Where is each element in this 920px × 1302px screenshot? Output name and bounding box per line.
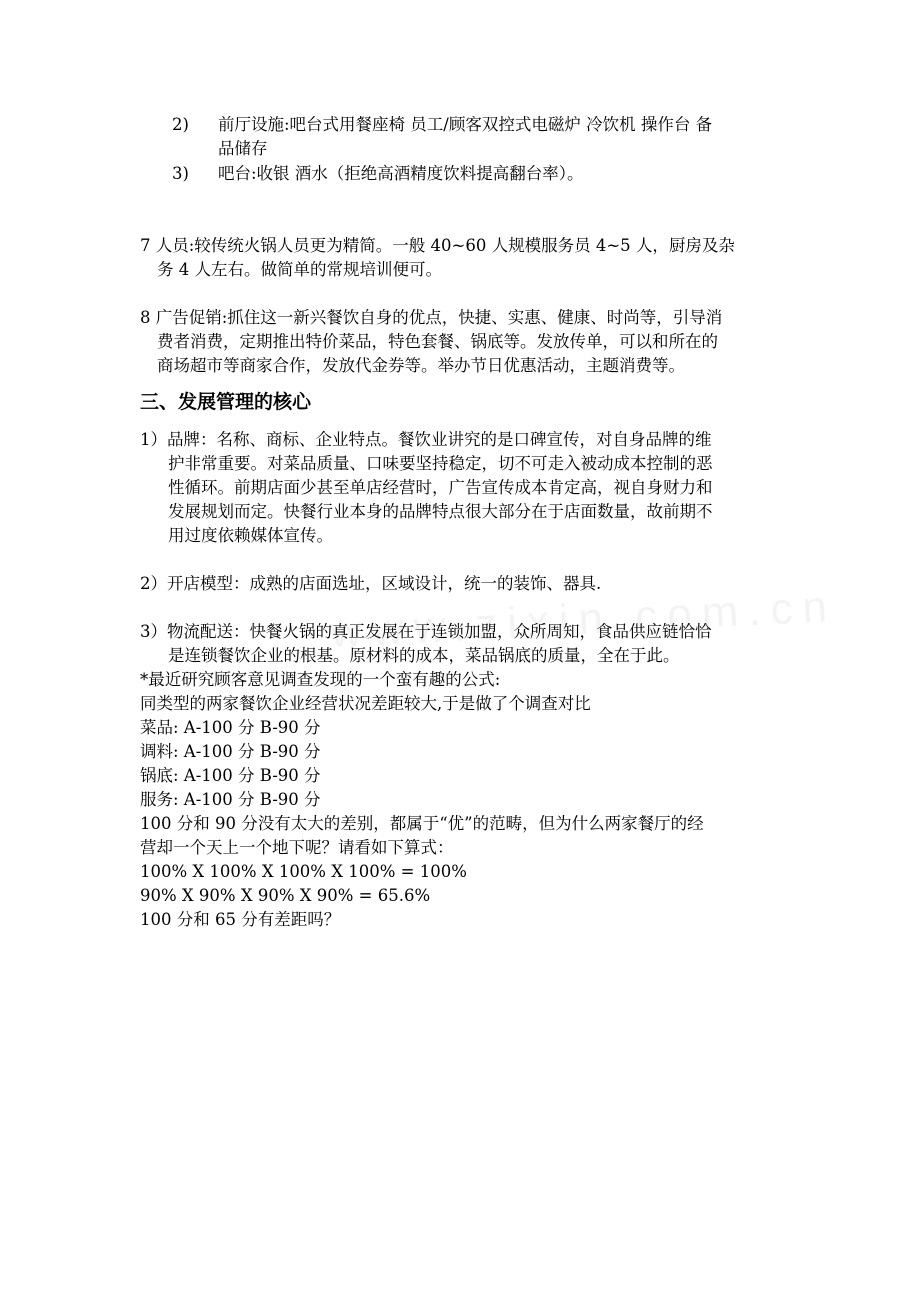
score-dishes: 菜品: A-100 分 B-90 分: [140, 718, 321, 737]
formula-b: 90% X 90% X 90% X 90% = 65.6%: [140, 886, 431, 905]
score-seasoning: 调料: A-100 分 B-90 分: [140, 742, 321, 761]
brand-line1: 1）品牌：名称、商标、企业特点。餐饮业讲究的是口碑宣传，对自身品牌的维: [140, 430, 712, 449]
model-line1: 2）开店模型：成熟的店面选址，区域设计，统一的装饰、器具.: [140, 574, 602, 593]
ads-line3: 商场超市等商家合作，发放代金券等。举办节日优惠活动，主题消费等。: [157, 356, 685, 375]
survey-closing: 100 分和 65 分有差距吗？: [140, 910, 341, 929]
ads-line2: 费者消费，定期推出特价菜品，特色套餐、锅底等。发放传单，可以和所在的: [157, 332, 718, 351]
brand-line3: 性循环。前期店面少甚至单店经营时，广告宣传成本肯定高，视自身财力和: [168, 478, 713, 497]
logistics-line2: 是连锁餐饮企业的根基。原材料的成本，菜品锅底的质量，全在于此。: [168, 646, 680, 665]
brand-line2: 护非常重要。对菜品质量、口味要坚持稳定，切不可走入被动成本控制的恶: [168, 454, 713, 473]
facilities-item2-line2: 品储存: [218, 139, 268, 158]
survey-compare: 同类型的两家餐饮企业经营状况差距较大,于是做了个调查对比: [140, 694, 591, 713]
score-broth: 锅底: A-100 分 B-90 分: [140, 766, 321, 785]
list-number-2: 2): [172, 115, 189, 134]
brand-line5: 用过度依赖媒体宣传。: [168, 526, 333, 545]
staff-line1: 7 人员:较传统火锅人员更为精简。一般 40~60 人规模服务员 4~5 人，厨房及杂: [140, 236, 735, 255]
section-heading: 三、发展管理的核心: [140, 391, 312, 413]
ads-line1: 8 广告促销:抓住这一新兴餐饮自身的优点，快捷、实惠、健康、时尚等，引导消: [140, 308, 723, 327]
facilities-item3-line1: 吧台:收银 酒水（拒绝高酒精度饮料提高翻台率）。: [218, 164, 584, 183]
formula-a: 100% X 100% X 100% X 100% = 100%: [140, 862, 467, 881]
logistics-line1: 3）物流配送：快餐火锅的真正发展在于连锁加盟，众所周知，食品供应链恰恰: [140, 622, 712, 641]
survey-question-line1: 100 分和 90 分没有太大的差别，都属于“优”的范畴，但为什么两家餐厅的经: [140, 814, 704, 833]
staff-line2: 务 4 人左右。做简单的常规培训便可。: [157, 260, 442, 279]
survey-question-line2: 营却一个天上一个地下呢？请看如下算式：: [140, 838, 454, 857]
brand-line4: 发展规划而定。快餐行业本身的品牌特点很大部分在于店面数量，故前期不: [168, 502, 713, 521]
survey-intro: *最近研究顾客意见调查发现的一个蛮有趣的公式:: [140, 670, 501, 689]
list-number-3: 3): [172, 164, 189, 183]
score-service: 服务: A-100 分 B-90 分: [140, 790, 321, 809]
facilities-item2-line1: 前厅设施:吧台式用餐座椅 员工/顾客双控式电磁炉 冷饮机 操作台 备: [218, 115, 713, 134]
